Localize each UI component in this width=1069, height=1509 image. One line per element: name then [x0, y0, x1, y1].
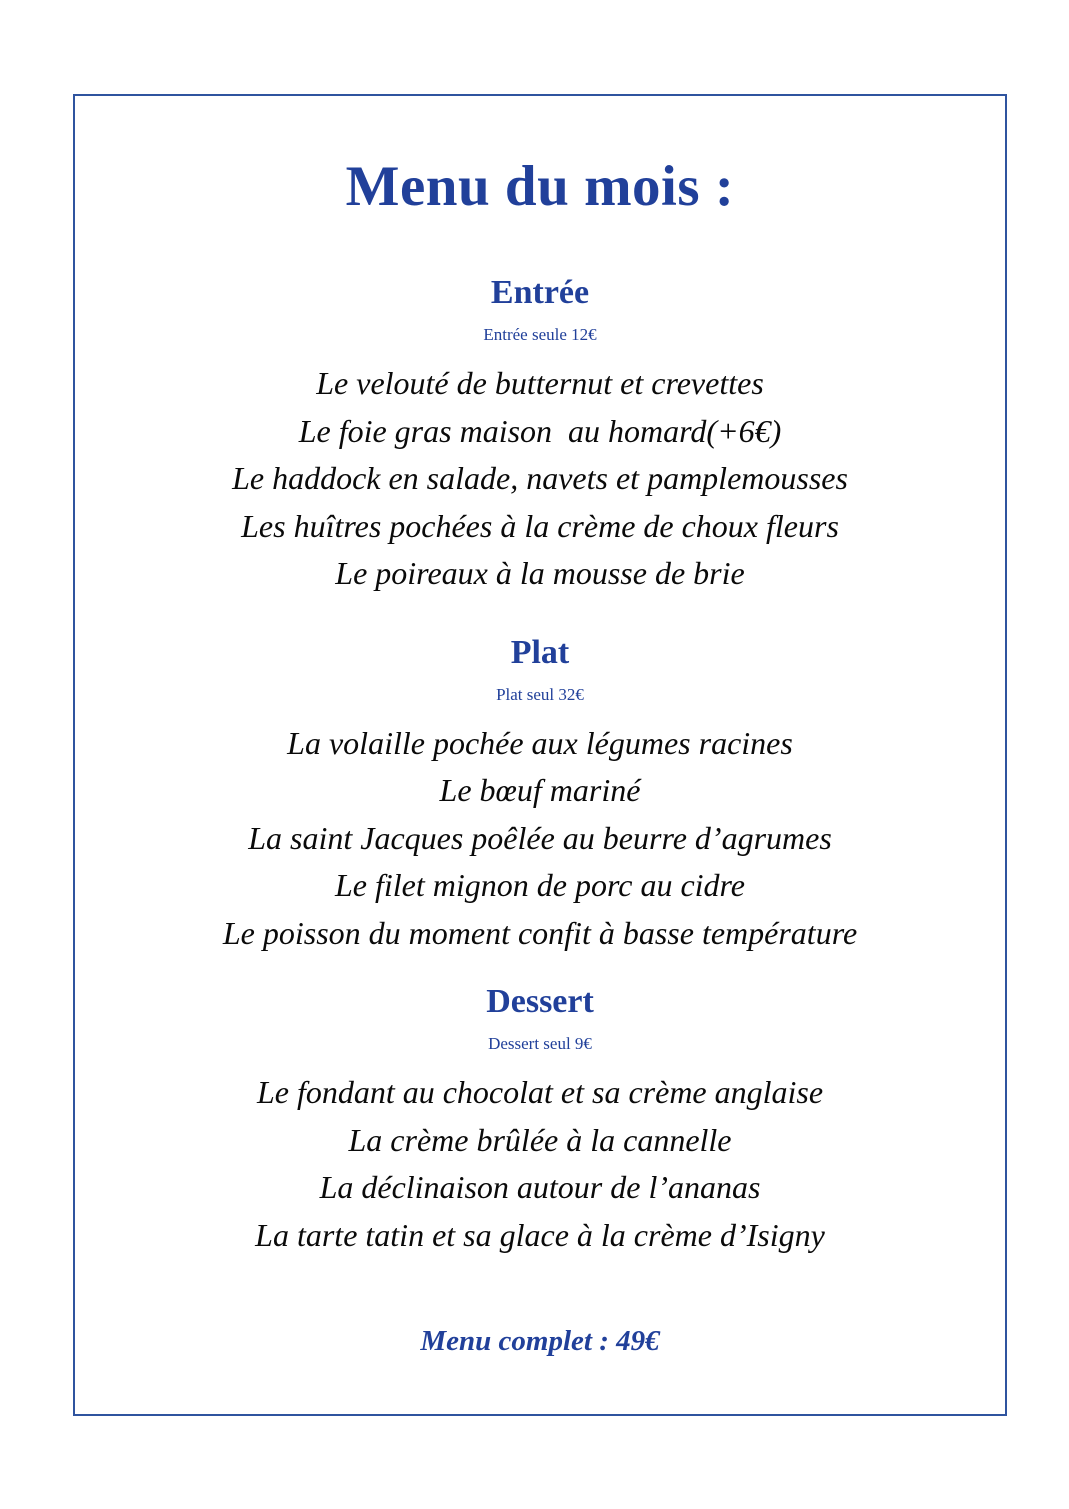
menu-page-border	[73, 94, 1007, 1416]
section-price-entree: Entrée seule 12€	[483, 325, 597, 344]
section-price-plat: Plat seul 32€	[496, 684, 584, 704]
menu-title: Menu du mois :	[345, 155, 735, 218]
dish-item: Le haddock en salade, navets et pamplemousses	[232, 460, 848, 496]
section-heading-dessert: Dessert	[486, 983, 594, 1020]
dish-item: La déclinaison autour de l’ananas	[319, 1169, 761, 1205]
dish-item: Le poisson du moment confit à basse température	[222, 914, 858, 951]
dish-item: La tarte tatin et sa glace à la crème d’Isigny	[255, 1216, 825, 1253]
section-heading-entree: Entrée	[490, 274, 590, 311]
dish-item: Le bœuf mariné	[439, 772, 641, 808]
dish-item: Le filet mignon de porc au cidre	[335, 867, 745, 903]
dish-item: La crème brûlée à la cannelle	[348, 1121, 732, 1158]
section-heading-plat: Plat	[510, 633, 570, 671]
dish-list-entree	[75, 360, 1005, 598]
dish-item: La saint Jacques poêlée au beurre d’agrumes	[248, 819, 832, 856]
dish-item: Le fondant au chocolat et sa crème anglaise	[256, 1074, 824, 1110]
menu-complete-price: Menu complet : 49€	[420, 1325, 660, 1357]
dish-list-dessert	[75, 1069, 1005, 1259]
dish-item: Les huîtres pochées à la crème de choux fleurs	[241, 507, 839, 544]
dish-item: Le foie gras maison au homard(+6€)	[298, 412, 782, 449]
dish-item: Le poireaux à la mousse de brie	[335, 555, 745, 591]
dish-item: Le velouté de butternut et crevettes	[316, 365, 764, 401]
dish-list-plat	[75, 720, 1005, 958]
dish-item: La volaille pochée aux légumes racines	[287, 724, 793, 761]
section-price-dessert: Dessert seul 9€	[488, 1034, 592, 1053]
